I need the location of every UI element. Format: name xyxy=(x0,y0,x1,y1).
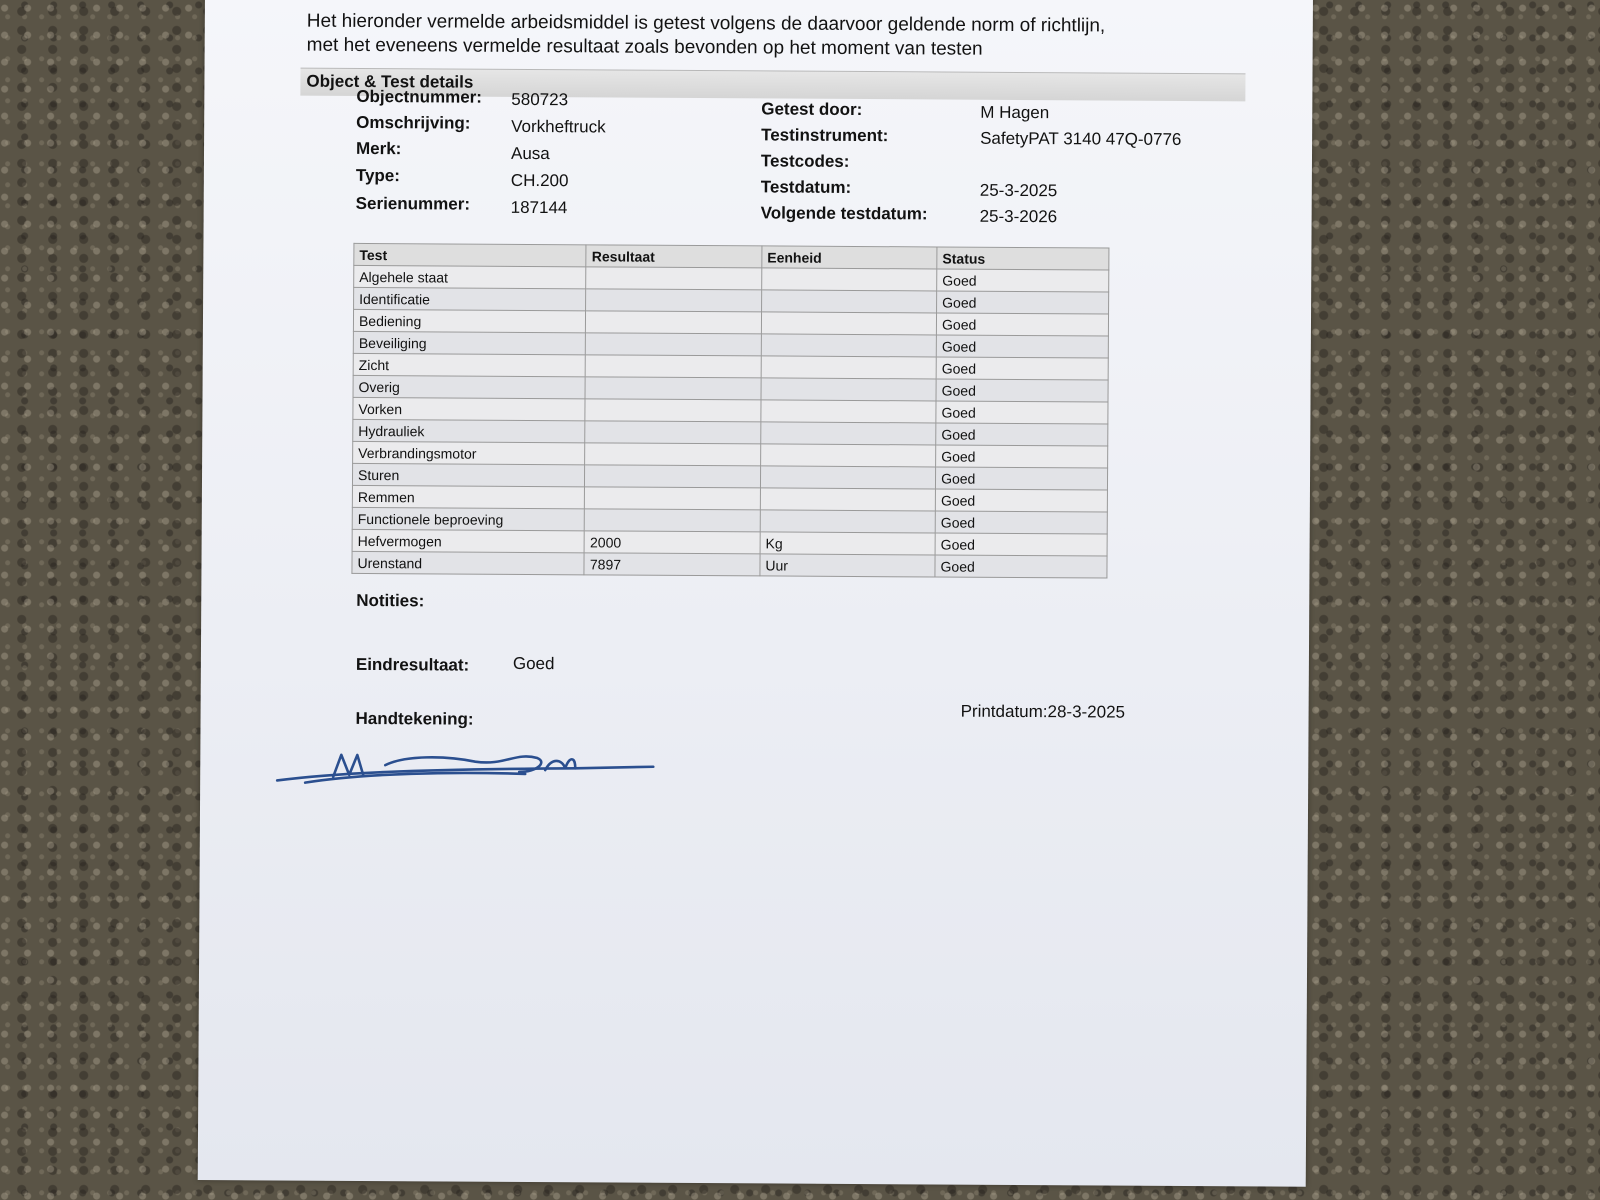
cell-status: Goed xyxy=(935,511,1107,534)
cell-eenheid xyxy=(760,510,935,533)
cell-test: Hydrauliek xyxy=(353,419,586,442)
objectnummer-value: 580723 xyxy=(511,89,569,110)
cell-status: Goed xyxy=(936,313,1108,336)
cell-eenheid: Kg xyxy=(760,532,935,555)
cell-eenheid xyxy=(761,400,936,423)
cell-test: Bediening xyxy=(353,309,586,332)
cell-test: Remmen xyxy=(352,485,585,508)
cell-eenheid xyxy=(761,378,936,401)
intro-line-1: Het hieronder vermelde arbeidsmiddel is getest volgens de daarvoor geldende norm of richtlijn, xyxy=(306,10,1106,37)
cell-resultaat xyxy=(585,399,761,422)
document-page xyxy=(198,0,1313,1187)
getest-door-label: Getest door: xyxy=(761,99,863,120)
cell-resultaat xyxy=(585,443,761,466)
cell-status: Goed xyxy=(936,357,1108,380)
type-label: Type: xyxy=(355,165,401,186)
intro-text xyxy=(307,10,1106,63)
cell-test: Sturen xyxy=(352,463,585,486)
eindresultaat-label: Eindresultaat: xyxy=(355,654,470,675)
notities-label: Notities: xyxy=(356,590,425,611)
cell-status: Goed xyxy=(935,533,1107,556)
cell-status: Goed xyxy=(936,467,1108,490)
omschrijving-label: Omschrijving: xyxy=(356,112,471,133)
cell-resultaat xyxy=(585,465,761,488)
serienummer-value: 187144 xyxy=(510,197,568,218)
cell-status: Goed xyxy=(935,555,1107,578)
handtekening-label: Handtekening: xyxy=(355,708,474,729)
cell-resultaat xyxy=(585,487,761,510)
cell-resultaat: 2000 xyxy=(584,531,760,554)
cell-eenheid xyxy=(761,290,936,313)
cell-status: Goed xyxy=(936,401,1108,424)
objectnummer-label: Objectnummer: xyxy=(356,86,483,107)
cell-eenheid xyxy=(760,466,935,489)
cell-resultaat xyxy=(586,311,762,334)
cell-resultaat: 7897 xyxy=(584,553,760,576)
signature-icon xyxy=(275,742,675,794)
volgende-testdatum-value: 25-3-2026 xyxy=(979,206,1058,227)
testdatum-value: 25-3-2025 xyxy=(979,180,1058,201)
cell-test: Vorken xyxy=(353,397,586,420)
cell-resultaat xyxy=(586,289,762,312)
testinstrument-value: SafetyPAT 3140 47Q-0776 xyxy=(980,128,1182,149)
cell-test: Hefvermogen xyxy=(352,529,585,552)
getest-door-value: M Hagen xyxy=(980,102,1050,123)
serienummer-label: Serienummer: xyxy=(355,193,471,214)
cell-eenheid xyxy=(761,312,936,335)
cell-resultaat xyxy=(586,333,762,356)
cell-test: Overig xyxy=(353,375,586,398)
omschrijving-value: Vorkheftruck xyxy=(511,116,606,137)
results-table xyxy=(351,243,1109,579)
handwritten-signature xyxy=(275,742,675,799)
volgende-testdatum-label: Volgende testdatum: xyxy=(760,203,928,224)
header-resultaat: Resultaat xyxy=(586,245,762,268)
cell-eenheid: Uur xyxy=(760,554,935,577)
testcodes-label: Testcodes: xyxy=(760,151,850,171)
cell-status: Goed xyxy=(935,489,1107,512)
cell-status: Goed xyxy=(936,335,1108,358)
document-content xyxy=(198,0,1313,1187)
cell-eenheid xyxy=(762,268,937,291)
merk-label: Merk: xyxy=(355,138,402,159)
cell-eenheid xyxy=(761,356,936,379)
cell-resultaat xyxy=(585,377,761,400)
cell-status: Goed xyxy=(937,269,1109,292)
cell-eenheid xyxy=(761,334,936,357)
cell-status: Goed xyxy=(936,423,1108,446)
cell-resultaat xyxy=(585,421,761,444)
cell-resultaat xyxy=(586,355,762,378)
cell-test: Zicht xyxy=(353,353,586,376)
cell-test: Algehele staat xyxy=(354,265,587,288)
header-test: Test xyxy=(354,243,587,266)
header-eenheid: Eenheid xyxy=(762,246,937,269)
table-row xyxy=(352,551,1107,578)
type-value: CH.200 xyxy=(510,170,569,191)
eindresultaat-value: Goed xyxy=(512,653,555,674)
cell-test: Functionele beproeving xyxy=(352,507,585,530)
cell-resultaat xyxy=(586,267,762,290)
cell-test: Beveiliging xyxy=(353,331,586,354)
printdatum-text: Printdatum:28-3-2025 xyxy=(960,701,1126,722)
testinstrument-label: Testinstrument: xyxy=(761,125,889,146)
cell-eenheid xyxy=(761,422,936,445)
cell-status: Goed xyxy=(936,445,1108,468)
cell-test: Verbrandingsmotor xyxy=(353,441,586,464)
header-status: Status xyxy=(937,247,1109,270)
cell-test: Identificatie xyxy=(354,287,587,310)
cell-eenheid xyxy=(760,444,935,467)
cell-resultaat xyxy=(585,509,761,532)
cell-test: Urenstand xyxy=(352,551,585,574)
merk-value: Ausa xyxy=(510,143,550,164)
testdatum-label: Testdatum: xyxy=(760,177,852,197)
cell-status: Goed xyxy=(937,291,1109,314)
cell-status: Goed xyxy=(936,379,1108,402)
cell-eenheid xyxy=(760,488,935,511)
intro-line-2: met het eveneens vermelde resultaat zoals bevonden op het moment van testen xyxy=(306,34,983,60)
section-title: Object & Test details xyxy=(306,71,474,92)
